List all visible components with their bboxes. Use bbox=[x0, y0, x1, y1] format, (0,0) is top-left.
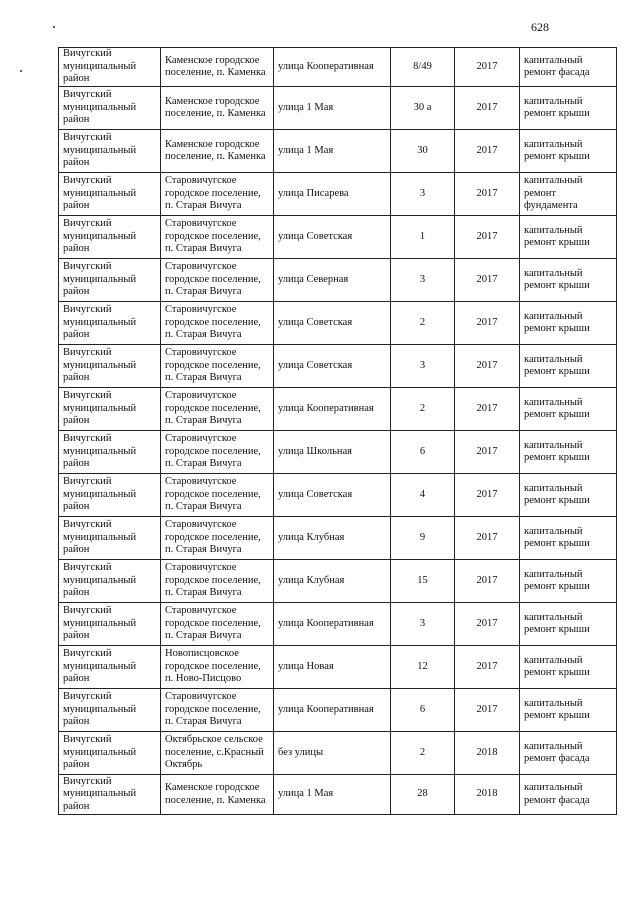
cell-house-number: 2 bbox=[391, 388, 455, 431]
table-row bbox=[59, 48, 617, 87]
cell-year: 2017 bbox=[455, 517, 520, 560]
cell-work-type: капитальный ремонт фасада bbox=[520, 48, 617, 87]
table-row bbox=[59, 388, 617, 431]
cell-year: 2017 bbox=[455, 216, 520, 259]
cell-street: улица Советская bbox=[274, 216, 391, 259]
cell-year: 2017 bbox=[455, 474, 520, 517]
cell-settlement: Старовичугское городское поселение, п. Старая Вичуга bbox=[161, 173, 274, 216]
cell-settlement: Каменское городское поселение, п. Каменка bbox=[161, 775, 274, 815]
cell-work-type: капитальный ремонт крыши bbox=[520, 302, 617, 345]
cell-house-number: 2 bbox=[391, 302, 455, 345]
cell-district: Вичугский муниципальный район bbox=[59, 431, 161, 474]
cell-district: Вичугский муниципальный район bbox=[59, 48, 161, 87]
cell-street: улица Северная bbox=[274, 259, 391, 302]
cell-house-number: 12 bbox=[391, 646, 455, 689]
cell-street: улица Новая bbox=[274, 646, 391, 689]
cell-district: Вичугский муниципальный район bbox=[59, 130, 161, 173]
table-row bbox=[59, 775, 617, 815]
cell-house-number: 6 bbox=[391, 689, 455, 732]
cell-work-type: капитальный ремонт крыши bbox=[520, 345, 617, 388]
cell-house-number: 9 bbox=[391, 517, 455, 560]
cell-work-type: капитальный ремонт крыши bbox=[520, 560, 617, 603]
cell-year: 2018 bbox=[455, 732, 520, 775]
cell-year: 2017 bbox=[455, 173, 520, 216]
cell-district: Вичугский муниципальный район bbox=[59, 689, 161, 732]
cell-house-number: 4 bbox=[391, 474, 455, 517]
cell-district: Вичугский муниципальный район bbox=[59, 259, 161, 302]
cell-settlement: Старовичугское городское поселение, п. Старая Вичуга bbox=[161, 689, 274, 732]
scan-speck bbox=[53, 26, 55, 28]
cell-street: без улицы bbox=[274, 732, 391, 775]
cell-year: 2017 bbox=[455, 689, 520, 732]
cell-settlement: Октябрьское сельское поселение, с.Красный Октябрь bbox=[161, 732, 274, 775]
cell-street: улица Клубная bbox=[274, 517, 391, 560]
table-row bbox=[59, 431, 617, 474]
table-row bbox=[59, 732, 617, 775]
cell-year: 2017 bbox=[455, 345, 520, 388]
cell-house-number: 30 bbox=[391, 130, 455, 173]
cell-work-type: капитальный ремонт крыши bbox=[520, 259, 617, 302]
cell-district: Вичугский муниципальный район bbox=[59, 603, 161, 646]
table-row bbox=[59, 259, 617, 302]
repair-schedule-table bbox=[58, 47, 617, 815]
cell-year: 2017 bbox=[455, 48, 520, 87]
cell-house-number: 8/49 bbox=[391, 48, 455, 87]
cell-street: улица Кооперативная bbox=[274, 388, 391, 431]
cell-district: Вичугский муниципальный район bbox=[59, 388, 161, 431]
cell-district: Вичугский муниципальный район bbox=[59, 345, 161, 388]
table-row bbox=[59, 173, 617, 216]
cell-year: 2017 bbox=[455, 259, 520, 302]
table-row bbox=[59, 302, 617, 345]
cell-house-number: 30 а bbox=[391, 87, 455, 130]
cell-street: улица 1 Мая bbox=[274, 87, 391, 130]
cell-work-type: капитальный ремонт крыши bbox=[520, 87, 617, 130]
cell-house-number: 3 bbox=[391, 173, 455, 216]
cell-street: улица Кооперативная bbox=[274, 48, 391, 87]
cell-settlement: Старовичугское городское поселение, п. Старая Вичуга bbox=[161, 216, 274, 259]
cell-work-type: капитальный ремонт крыши bbox=[520, 603, 617, 646]
cell-work-type: капитальный ремонт крыши bbox=[520, 646, 617, 689]
cell-house-number: 15 bbox=[391, 560, 455, 603]
table-row bbox=[59, 474, 617, 517]
table-row bbox=[59, 603, 617, 646]
table-row bbox=[59, 216, 617, 259]
cell-district: Вичугский муниципальный район bbox=[59, 173, 161, 216]
cell-district: Вичугский муниципальный район bbox=[59, 216, 161, 259]
cell-house-number: 6 bbox=[391, 431, 455, 474]
scan-speck bbox=[20, 70, 22, 72]
cell-house-number: 28 bbox=[391, 775, 455, 815]
cell-work-type: капитальный ремонт крыши bbox=[520, 388, 617, 431]
cell-work-type: капитальный ремонт крыши bbox=[520, 474, 617, 517]
cell-street: улица 1 Мая bbox=[274, 775, 391, 815]
cell-district: Вичугский муниципальный район bbox=[59, 732, 161, 775]
cell-work-type: капитальный ремонт крыши bbox=[520, 216, 617, 259]
cell-house-number: 3 bbox=[391, 603, 455, 646]
cell-work-type: капитальный ремонт фундамента bbox=[520, 173, 617, 216]
cell-settlement: Старовичугское городское поселение, п. Старая Вичуга bbox=[161, 345, 274, 388]
cell-settlement: Старовичугское городское поселение, п. Старая Вичуга bbox=[161, 474, 274, 517]
cell-year: 2018 bbox=[455, 775, 520, 815]
table-row bbox=[59, 87, 617, 130]
cell-year: 2017 bbox=[455, 646, 520, 689]
cell-street: улица Клубная bbox=[274, 560, 391, 603]
cell-street: улица Школьная bbox=[274, 431, 391, 474]
table-row bbox=[59, 560, 617, 603]
cell-house-number: 3 bbox=[391, 345, 455, 388]
cell-work-type: капитальный ремонт фасада bbox=[520, 732, 617, 775]
cell-work-type: капитальный ремонт крыши bbox=[520, 517, 617, 560]
cell-street: улица Советская bbox=[274, 345, 391, 388]
cell-year: 2017 bbox=[455, 130, 520, 173]
cell-house-number: 2 bbox=[391, 732, 455, 775]
cell-settlement: Старовичугское городское поселение, п. Старая Вичуга bbox=[161, 302, 274, 345]
cell-street: улица 1 Мая bbox=[274, 130, 391, 173]
cell-year: 2017 bbox=[455, 388, 520, 431]
cell-house-number: 1 bbox=[391, 216, 455, 259]
cell-settlement: Старовичугское городское поселение, п. Старая Вичуга bbox=[161, 517, 274, 560]
cell-year: 2017 bbox=[455, 302, 520, 345]
cell-house-number: 3 bbox=[391, 259, 455, 302]
cell-district: Вичугский муниципальный район bbox=[59, 775, 161, 815]
cell-settlement: Новописцовское городское поселение, п. Ново-Писцово bbox=[161, 646, 274, 689]
cell-work-type: капитальный ремонт крыши bbox=[520, 689, 617, 732]
cell-district: Вичугский муниципальный район bbox=[59, 560, 161, 603]
cell-settlement: Каменское городское поселение, п. Каменка bbox=[161, 48, 274, 87]
cell-district: Вичугский муниципальный район bbox=[59, 87, 161, 130]
cell-work-type: капитальный ремонт крыши bbox=[520, 431, 617, 474]
cell-street: улица Кооперативная bbox=[274, 689, 391, 732]
cell-year: 2017 bbox=[455, 87, 520, 130]
cell-settlement: Каменское городское поселение, п. Каменка bbox=[161, 87, 274, 130]
cell-work-type: капитальный ремонт крыши bbox=[520, 130, 617, 173]
cell-district: Вичугский муниципальный район bbox=[59, 302, 161, 345]
cell-settlement: Старовичугское городское поселение, п. Старая Вичуга bbox=[161, 560, 274, 603]
cell-settlement: Старовичугское городское поселение, п. Старая Вичуга bbox=[161, 431, 274, 474]
table-row bbox=[59, 345, 617, 388]
cell-street: улица Писарева bbox=[274, 173, 391, 216]
cell-district: Вичугский муниципальный район bbox=[59, 474, 161, 517]
cell-settlement: Каменское городское поселение, п. Каменка bbox=[161, 130, 274, 173]
table-row bbox=[59, 646, 617, 689]
cell-street: улица Советская bbox=[274, 474, 391, 517]
cell-street: улица Кооперативная bbox=[274, 603, 391, 646]
cell-year: 2017 bbox=[455, 431, 520, 474]
cell-year: 2017 bbox=[455, 603, 520, 646]
page-number: 628 bbox=[531, 20, 549, 34]
cell-settlement: Старовичугское городское поселение, п. Старая Вичуга bbox=[161, 603, 274, 646]
table-row bbox=[59, 130, 617, 173]
table-row bbox=[59, 517, 617, 560]
cell-street: улица Советская bbox=[274, 302, 391, 345]
cell-settlement: Старовичугское городское поселение, п. Старая Вичуга bbox=[161, 259, 274, 302]
cell-district: Вичугский муниципальный район bbox=[59, 517, 161, 560]
table-row bbox=[59, 689, 617, 732]
table-body bbox=[59, 48, 617, 815]
cell-district: Вичугский муниципальный район bbox=[59, 646, 161, 689]
cell-year: 2017 bbox=[455, 560, 520, 603]
cell-work-type: капитальный ремонт фасада bbox=[520, 775, 617, 815]
cell-settlement: Старовичугское городское поселение, п. Старая Вичуга bbox=[161, 388, 274, 431]
